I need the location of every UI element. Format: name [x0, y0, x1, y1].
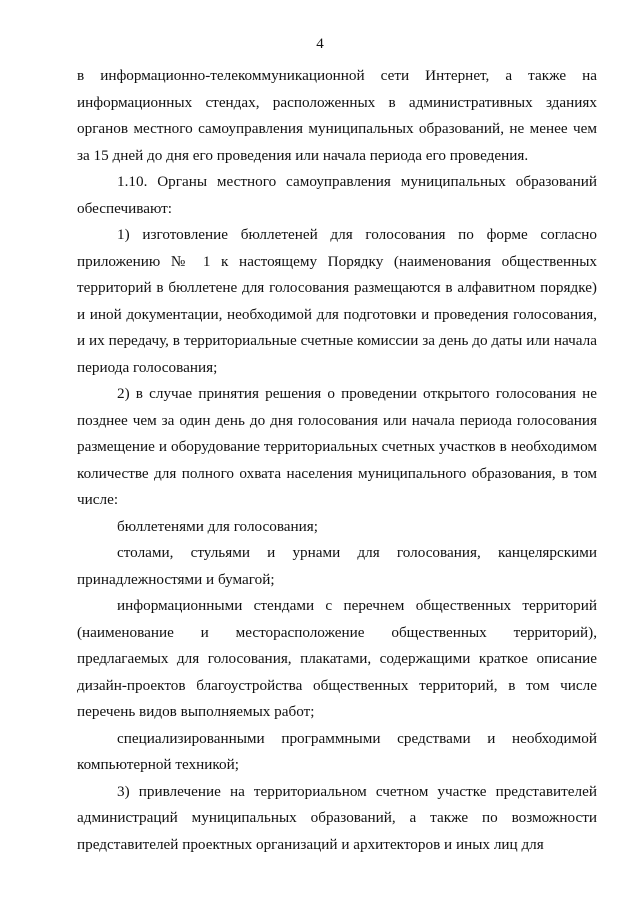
document-body — [77, 63, 597, 858]
paragraph-internet-publication: в информационно-телекоммуникационной сети Интернет, а также на информационных стендах, расположенных в административных зданиях органов местного самоуправления муниципальных образований, не менее чем за 15 дней до дня его проведения или начала периода его проведения. — [77, 67, 597, 164]
paragraph-1-10-heading: 1.10. Органы местного самоуправления муниципальных образований обеспечивают: — [77, 173, 597, 217]
page-number: 4 — [316, 36, 324, 52]
paragraph-ballots: бюллетенями для голосования; — [117, 517, 319, 535]
paragraph-item-3-representatives: 3) привлечение на территориальном счетном участке представителей администраций муниципальных образований, а также по возможности представителей проектных организаций и архитекторов и иных лиц для — [77, 782, 597, 853]
paragraph-furniture: столами, стульями и урнами для голосования, канцелярскими принадлежностями и бумагой; — [77, 544, 597, 588]
paragraph-item-2-polling-stations: 2) в случае принятия решения о проведении открытого голосования не позднее чем за один день до дня голосования или начала периода голосования размещение и оборудование территориальных счетных участков в необходимом количестве для полного охвата населения муниципального образования, в том числе: — [77, 385, 597, 508]
paragraph-software: специализированными программными средствами и необходимой компьютерной техникой; — [77, 729, 597, 773]
paragraph-item-1-ballots: 1) изготовление бюллетеней для голосования по форме согласно приложению № 1 к настоящему Порядку (наименования общественных территорий в бюллетене для голосования размещаются в алфавитном порядке) и иной документации, необходимой для подготовки и проведения голосования, и их передачу, в территориальные счетные комиссии за день до даты или начала периода голосования; — [77, 226, 597, 376]
paragraph-info-stands: информационными стендами с перечнем общественных территорий (наименование и месторасположение общественных территорий), предлагаемых для голосования, плакатами, содержащими краткое описание дизайн-проектов благоустройства общественных территорий, в том числе перечень видов выполняемых работ; — [77, 597, 597, 720]
